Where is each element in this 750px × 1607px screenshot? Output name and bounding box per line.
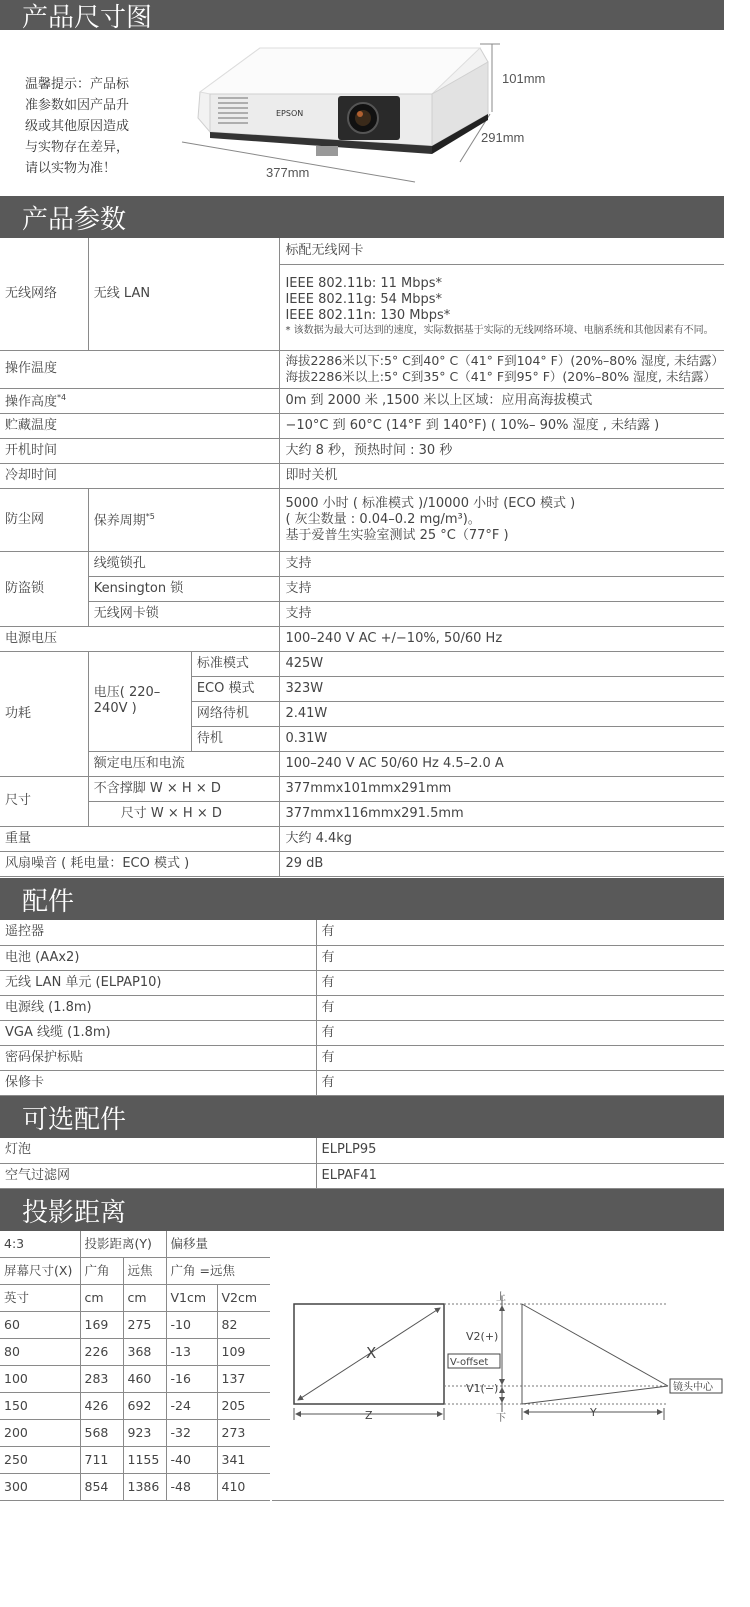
distance-row	[0, 1447, 270, 1474]
optemp-cat: 操作温度	[0, 350, 280, 388]
distance-cell: 200	[0, 1420, 80, 1447]
distance-cell: 275	[123, 1312, 166, 1339]
distance-row	[0, 1312, 270, 1339]
lock-1-val: 支持	[280, 551, 724, 576]
optional-table	[0, 1138, 724, 1189]
distance-cell: 137	[217, 1366, 270, 1393]
distance-cell: 82	[217, 1312, 270, 1339]
dim-1-val: 377mmx101mmx291mm	[280, 776, 724, 801]
mode-eco-val: 323W	[280, 676, 724, 701]
optional-value: ELPAF41	[316, 1163, 724, 1188]
distance-cell: -13	[166, 1339, 217, 1366]
accessory-row	[0, 995, 724, 1020]
distance-table	[0, 1231, 270, 1501]
wifi-n: IEEE 802.11n: 130 Mbps*	[285, 308, 451, 323]
accessory-row	[0, 920, 724, 945]
section-title: 投影距离	[22, 1197, 127, 1228]
distance-row	[0, 1474, 270, 1501]
col-wide: 广角	[80, 1258, 123, 1285]
accessory-row	[0, 1020, 724, 1045]
distance-cell: 1155	[123, 1447, 166, 1474]
unit-v2: V2cm	[217, 1285, 270, 1312]
lock-3: 无线网卡锁	[88, 601, 280, 626]
accessory-value: 有	[316, 1070, 724, 1095]
distance-cell: 300	[0, 1474, 80, 1501]
lock-2-val: 支持	[280, 576, 724, 601]
section-title: 配件	[22, 886, 75, 917]
altitude-val: 0m 到 2000 米 ,1500 米以上区域：应用高海拔模式	[280, 388, 724, 413]
distance-cell: -24	[166, 1393, 217, 1420]
distance-cell: 711	[80, 1447, 123, 1474]
distance-cell: 205	[217, 1393, 270, 1420]
section-header-params	[0, 196, 724, 238]
distance-cell: 1386	[123, 1474, 166, 1501]
tip-text: 温馨提示：产品标准参数如因产品升级或其他原因造成与实物存在差异，请以实物为准！	[25, 77, 130, 176]
cool-val: 即时关机	[280, 463, 724, 488]
unit-v1: V1cm	[166, 1285, 217, 1312]
optional-row	[0, 1138, 724, 1163]
boot-val: 大约 8 秒，预热时间 : 30 秒	[280, 438, 724, 463]
weight-cat: 重量	[0, 826, 280, 851]
distance-cell: 410	[217, 1474, 270, 1501]
dim-2: 尺寸 W × H × D	[88, 801, 280, 826]
accessory-row	[0, 1045, 724, 1070]
diagram-x: X	[366, 1344, 377, 1362]
accessory-name: 密码保护标贴	[0, 1045, 316, 1070]
dust-val: 5000 小时 ( 标准模式 )/10000 小时 (ECO 模式 ) ( 灰尘数量 : 0.04–0.2 mg/m³)。 基于爱普生实验室测试 25 °C（77°F )	[280, 488, 724, 551]
distance-cell: 368	[123, 1339, 166, 1366]
wifi-b: IEEE 802.11b: 11 Mbps*	[285, 276, 442, 291]
optemp-2: 海拔2286米以上:5° C到35° C（41° F到95° F）(20%–80% 湿度, 未结露）	[285, 369, 717, 384]
distance-row	[0, 1393, 270, 1420]
accessory-value: 有	[316, 945, 724, 970]
accessory-value: 有	[316, 1020, 724, 1045]
storage-cat: 贮藏温度	[0, 413, 280, 438]
wifi-card: 标配无线网卡	[280, 238, 724, 264]
rated-val: 100–240 V AC 50/60 Hz 4.5–2.0 A	[280, 751, 724, 776]
diagram-z: Z	[365, 1409, 373, 1422]
section-title: 产品尺寸图	[22, 2, 153, 33]
wifi-g: IEEE 802.11g: 54 Mbps*	[285, 292, 442, 307]
section-title: 可选配件	[22, 1104, 127, 1135]
col-screen: 屏幕尺寸(X)	[0, 1258, 80, 1285]
mode-std: 标准模式	[191, 651, 280, 676]
diagram-down: 下	[496, 1413, 506, 1424]
distance-row	[0, 1420, 270, 1447]
optemp-val	[280, 350, 724, 388]
power-sub: 电压( 220–240V )	[88, 651, 191, 751]
diagram-lens: 镜头中心	[673, 1382, 713, 1393]
accessory-name: 遥控器	[0, 920, 316, 945]
optional-row	[0, 1163, 724, 1188]
dust-sub: 保养周期$^{*5}$	[88, 488, 280, 551]
optional-name: 空气过滤网	[0, 1163, 316, 1188]
distance-row	[0, 1339, 270, 1366]
col-tele: 远焦	[123, 1258, 166, 1285]
accessory-row	[0, 945, 724, 970]
projection-diagram	[288, 1288, 728, 1428]
section-header-size	[0, 0, 724, 33]
distance-cell: -32	[166, 1420, 217, 1447]
distance-cell: 341	[217, 1447, 270, 1474]
ratio: 4:3	[0, 1231, 80, 1258]
mode-net-val: 2.41W	[280, 701, 724, 726]
lock-1: 线缆锁孔	[88, 551, 280, 576]
optemp-1: 海拔2286米以下:5° C到40° C（41° F到104° F）(20%–80% 湿度, 未结露）	[285, 353, 724, 368]
wifi-note: * 该数据为最大可达到的速度，实际数据基于实际的无线网络环境、电脑系统和其他因素有不同。	[285, 325, 714, 336]
svg-text:EPSON: EPSON	[276, 109, 304, 118]
dust-cat: 防尘网	[0, 488, 88, 551]
section-header-optional	[0, 1096, 724, 1138]
psu-cat: 电源电压	[0, 626, 280, 651]
mode-std-val: 425W	[280, 651, 724, 676]
distance-cell: 80	[0, 1339, 80, 1366]
distance-cell: 250	[0, 1447, 80, 1474]
noise-val: 29 dB	[280, 851, 724, 876]
mode-sb: 待机	[191, 726, 280, 751]
noise-cat: 风扇噪音 ( 耗电量：ECO 模式 )	[0, 851, 280, 876]
accessory-name: 电源线 (1.8m)	[0, 995, 316, 1020]
accessory-value: 有	[316, 1045, 724, 1070]
params-table	[0, 238, 724, 877]
accessory-value: 有	[316, 920, 724, 945]
cool-cat: 冷却时间	[0, 463, 280, 488]
distance-cell: -48	[166, 1474, 217, 1501]
distance-row	[0, 1366, 270, 1393]
rated: 额定电压和电流	[88, 751, 280, 776]
mode-sb-val: 0.31W	[280, 726, 724, 751]
col-offset: 偏移量	[166, 1231, 270, 1258]
height-label: 101mm	[502, 71, 546, 86]
width-label: 377mm	[266, 165, 310, 180]
optional-value: ELPLP95	[316, 1138, 724, 1163]
accessory-value: 有	[316, 995, 724, 1020]
distance-cell: 923	[123, 1420, 166, 1447]
unit-cm-2: cm	[123, 1285, 166, 1312]
distance-cell: -40	[166, 1447, 217, 1474]
weight-val: 大约 4.4kg	[280, 826, 724, 851]
diagram-up: 上	[496, 1292, 506, 1303]
power-cat: 功耗	[0, 651, 88, 776]
col-dist: 投影距离(Y)	[80, 1231, 166, 1258]
distance-cell: 169	[80, 1312, 123, 1339]
lock-cat: 防盗锁	[0, 551, 88, 626]
accessory-value: 有	[316, 970, 724, 995]
distance-cell: 568	[80, 1420, 123, 1447]
distance-cell: -16	[166, 1366, 217, 1393]
accessory-name: 无线 LAN 单元 (ELPAP10)	[0, 970, 316, 995]
depth-label: 291mm	[481, 130, 525, 145]
accessory-name: 电池 (AAx2)	[0, 945, 316, 970]
distance-cell: 692	[123, 1393, 166, 1420]
accessory-name: 保修卡	[0, 1070, 316, 1095]
optional-name: 灯泡	[0, 1138, 316, 1163]
distance-cell: 226	[80, 1339, 123, 1366]
distance-cell: 273	[217, 1420, 270, 1447]
accessory-name: VGA 线缆 (1.8m)	[0, 1020, 316, 1045]
wifi-cat: 无线网络	[0, 238, 88, 350]
dim-1: 不含撑脚 W × H × D	[88, 776, 280, 801]
wifi-sub: 无线 LAN	[88, 238, 280, 350]
dim-2-val: 377mmx116mmx291.5mm	[280, 801, 724, 826]
lock-3-val: 支持	[280, 601, 724, 626]
distance-cell: 109	[217, 1339, 270, 1366]
mode-net: 网络待机	[191, 701, 280, 726]
bottom-divider	[272, 1500, 724, 1501]
wifi-specs	[280, 264, 724, 350]
unit-in: 英寸	[0, 1285, 80, 1312]
distance-cell: 283	[80, 1366, 123, 1393]
col-wide-tele: 广角 =远焦	[166, 1258, 270, 1285]
unit-cm-1: cm	[80, 1285, 123, 1312]
mode-eco: ECO 模式	[191, 676, 280, 701]
accessories-table	[0, 920, 724, 1096]
boot-cat: 开机时间	[0, 438, 280, 463]
diagram-voffset: V-offset	[450, 1357, 489, 1368]
distance-cell: 100	[0, 1366, 80, 1393]
distance-cell: 426	[80, 1393, 123, 1420]
altitude-cat: 操作高度$^{*4}$	[0, 388, 280, 413]
section-header-accessories	[0, 878, 724, 920]
distance-cell: 460	[123, 1366, 166, 1393]
psu-val: 100–240 V AC +/−10%, 50/60 Hz	[280, 626, 724, 651]
lock-2: Kensington 锁	[88, 576, 280, 601]
section-title: 产品参数	[22, 204, 127, 235]
diagram-v1: V1(−)	[466, 1382, 499, 1395]
distance-cell: 60	[0, 1312, 80, 1339]
storage-val: −10°C 到 60°C (14°F 到 140°F) ( 10%– 90% 湿度 , 未结露 )	[280, 413, 724, 438]
section-header-distance	[0, 1189, 724, 1231]
accessory-row	[0, 1070, 724, 1095]
accessory-row	[0, 970, 724, 995]
distance-cell: 150	[0, 1393, 80, 1420]
diagram-v2: V2(+)	[466, 1330, 499, 1343]
distance-cell: 854	[80, 1474, 123, 1501]
diagram-y: Y	[590, 1406, 597, 1419]
projector-image	[170, 34, 550, 194]
dim-cat: 尺寸	[0, 776, 88, 826]
distance-cell: -10	[166, 1312, 217, 1339]
